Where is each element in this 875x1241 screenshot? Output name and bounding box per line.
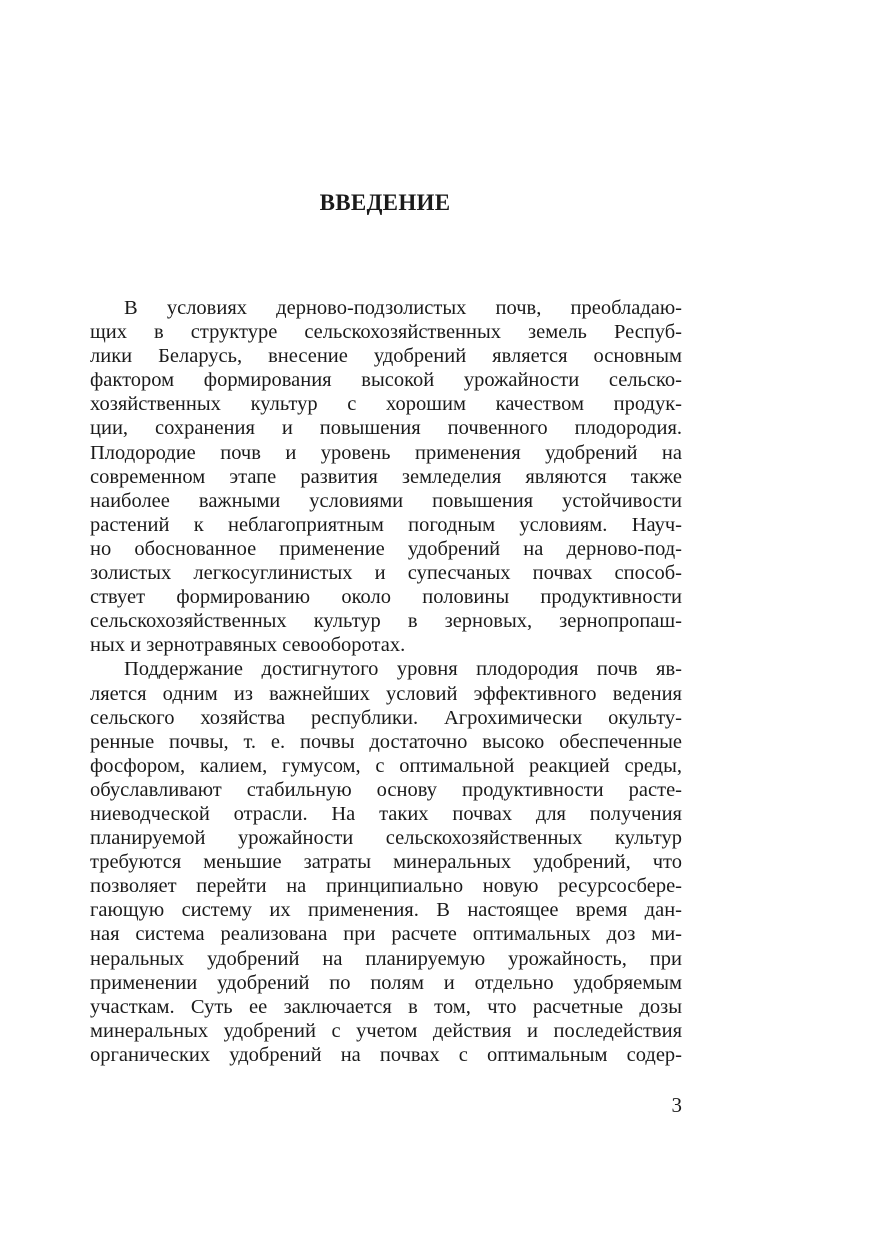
text-line: обуславливают стабильную основу продуктивности расте- <box>90 778 682 801</box>
text-line: гающую систему их применения. В настоящее время дан- <box>90 899 682 922</box>
text-line: Плодородие почв и уровень применения удобрений на <box>90 441 682 464</box>
text-line: наиболее важными условиями повышения устойчивости <box>90 489 682 512</box>
text-line: современном этапе развития земледелия являются также <box>90 465 682 488</box>
text-line: минеральных удобрений с учетом действия и последействия <box>90 1019 682 1042</box>
text-line: ции, сохранения и повышения почвенного плодородия. <box>90 417 682 440</box>
text-line: ствует формированию около половины продуктивности <box>90 586 682 609</box>
text-line: органических удобрений на почвах с оптимальным содер- <box>90 1043 682 1066</box>
text-line: ная система реализована при расчете оптимальных доз ми- <box>90 923 682 946</box>
page-number: 3 <box>671 1093 682 1117</box>
text-line: планируемой урожайности сельскохозяйственных культур <box>90 827 682 850</box>
text-line: фактором формирования высокой урожайности сельско- <box>90 369 682 392</box>
text-line: лики Беларусь, внесение удобрений является основным <box>90 345 682 368</box>
chapter-title: ВВЕДЕНИЕ <box>319 190 451 215</box>
text-line: щих в структуре сельскохозяйственных земель Респуб- <box>90 321 682 344</box>
text-line: фосфором, калием, гумусом, с оптимальной реакцией среды, <box>90 754 682 777</box>
text-line: но обоснованное применение удобрений на дерново-под- <box>90 537 682 560</box>
text-line: участкам. Суть ее заключается в том, что расчетные дозы <box>90 995 682 1018</box>
text-line: хозяйственных культур с хорошим качеством продук- <box>90 393 682 416</box>
text-line: неральных удобрений на планируемую урожайность, при <box>90 947 682 970</box>
text-line: растений к неблагоприятным погодным условиям. Науч- <box>90 513 682 536</box>
text-line: В условиях дерново-подзолистых почв, преобладаю- <box>124 297 682 319</box>
text-line: ных и зернотравяных севооборотах. <box>90 634 406 657</box>
text-line: Поддержание достигнутого уровня плодородия почв яв- <box>124 658 682 681</box>
text-line: сельского хозяйства республики. Агрохимически окульту- <box>90 706 682 729</box>
text-line: ренные почвы, т. е. почвы достаточно высоко обеспеченные <box>90 730 682 753</box>
text-line: сельскохозяйственных культур в зерновых, зернопропаш- <box>90 610 682 633</box>
paragraph-1 <box>90 296 682 657</box>
text-line: ниеводческой отрасли. На таких почвах для получения <box>90 802 682 825</box>
paragraph-2 <box>90 657 682 1067</box>
text-line: золистых легкосуглинистых и супесчаных почвах способ- <box>90 562 682 585</box>
text-line: позволяет перейти на принципиально новую ресурсосбере- <box>90 875 682 898</box>
text-line: ляется одним из важнейших условий эффективного ведения <box>90 682 682 705</box>
text-line: применении удобрений по полям и отдельно удобряемым <box>90 971 682 994</box>
text-line: требуются меньшие затраты минеральных удобрений, что <box>90 851 682 874</box>
body-text <box>90 296 682 1067</box>
